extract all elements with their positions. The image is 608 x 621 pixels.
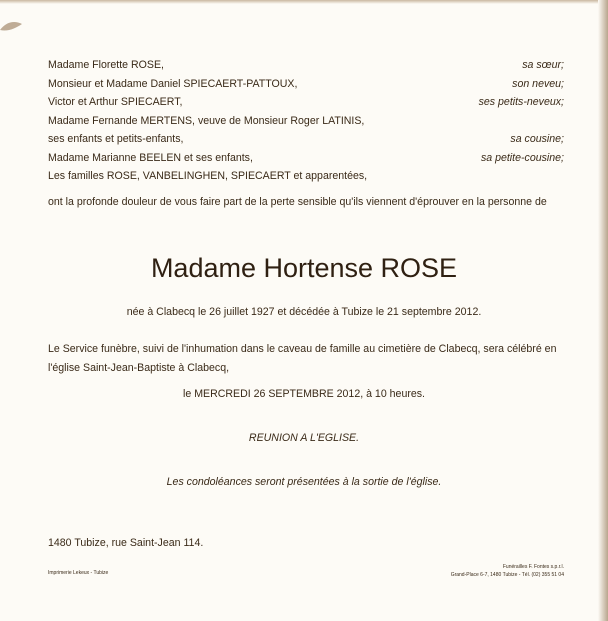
relative-relation: sa cousine;	[510, 133, 564, 145]
relative-row	[48, 112, 564, 131]
funeral-home-name: Funérailles F. Fontes s.p.r.l.	[502, 564, 564, 570]
relative-name: Madame Florette ROSE,	[48, 59, 164, 71]
birth-death-dates: née à Clabecq le 26 juillet 1927 et décédée à Tubize le 21 septembre 2012.	[126, 306, 482, 318]
intro-paragraph: ont la profonde douleur de vous faire part de la perte sensible qu'ils viennent d'éprouver en la personne de	[48, 196, 547, 208]
relative-row	[48, 130, 564, 149]
service-paragraph: Le Service funèbre, suivi de l'inhumation dans le caveau de famille au cimetière de Clabecq, sera célébré en l'église Saint-Jean-Baptiste à Clabecq,	[48, 343, 557, 374]
relative-name: Madame Fernande MERTENS, veuve de Monsieur Roger LATINIS,	[48, 114, 365, 127]
relative-row	[48, 56, 564, 75]
service-time: le MERCREDI 26 SEPTEMBRE 2012, à 10 heures.	[183, 388, 425, 400]
relative-row	[48, 75, 564, 94]
relative-relation: sa petite-cousine;	[480, 151, 564, 164]
relative-relation: sa sœur;	[522, 59, 564, 71]
relative-relation: son neveu;	[512, 77, 564, 90]
relative-row	[48, 167, 564, 186]
relative-name: Madame Marianne BEELEN et ses enfants,	[48, 151, 253, 164]
printer-credit: Imprimerie Lekeux - Tubize	[48, 570, 109, 576]
relative-name: Monsieur et Madame Daniel SPIECAERT-PATTOUX,	[48, 77, 298, 90]
relative-name: ses enfants et petits-enfants,	[48, 133, 184, 145]
funeral-home	[451, 563, 564, 579]
leaf-ornament-icon	[0, 18, 26, 38]
family-address: 1480 Tubize, rue Saint-Jean 114.	[48, 537, 204, 549]
deceased-name: Madame Hortense ROSE	[150, 253, 458, 283]
relatives-list	[48, 56, 564, 186]
relative-name: Victor et Arthur SPIECAERT,	[48, 96, 183, 108]
relative-name: Les familles ROSE, VANBELINGHEN, SPIECAERT et apparentées,	[48, 170, 368, 182]
paper-top-edge	[0, 0, 608, 4]
condolences-notice: Les condoléances seront présentées à la sortie de l'église.	[166, 476, 442, 488]
relative-relation: ses petits-neveux;	[478, 96, 564, 108]
reunion-notice: REUNION A L'EGLISE.	[248, 432, 360, 444]
relative-row	[48, 93, 564, 112]
relative-row	[48, 149, 564, 168]
funeral-home-address: Grand-Place 6-7, 1480 Tubize - Tél. (02) 355 51 04	[450, 572, 564, 578]
